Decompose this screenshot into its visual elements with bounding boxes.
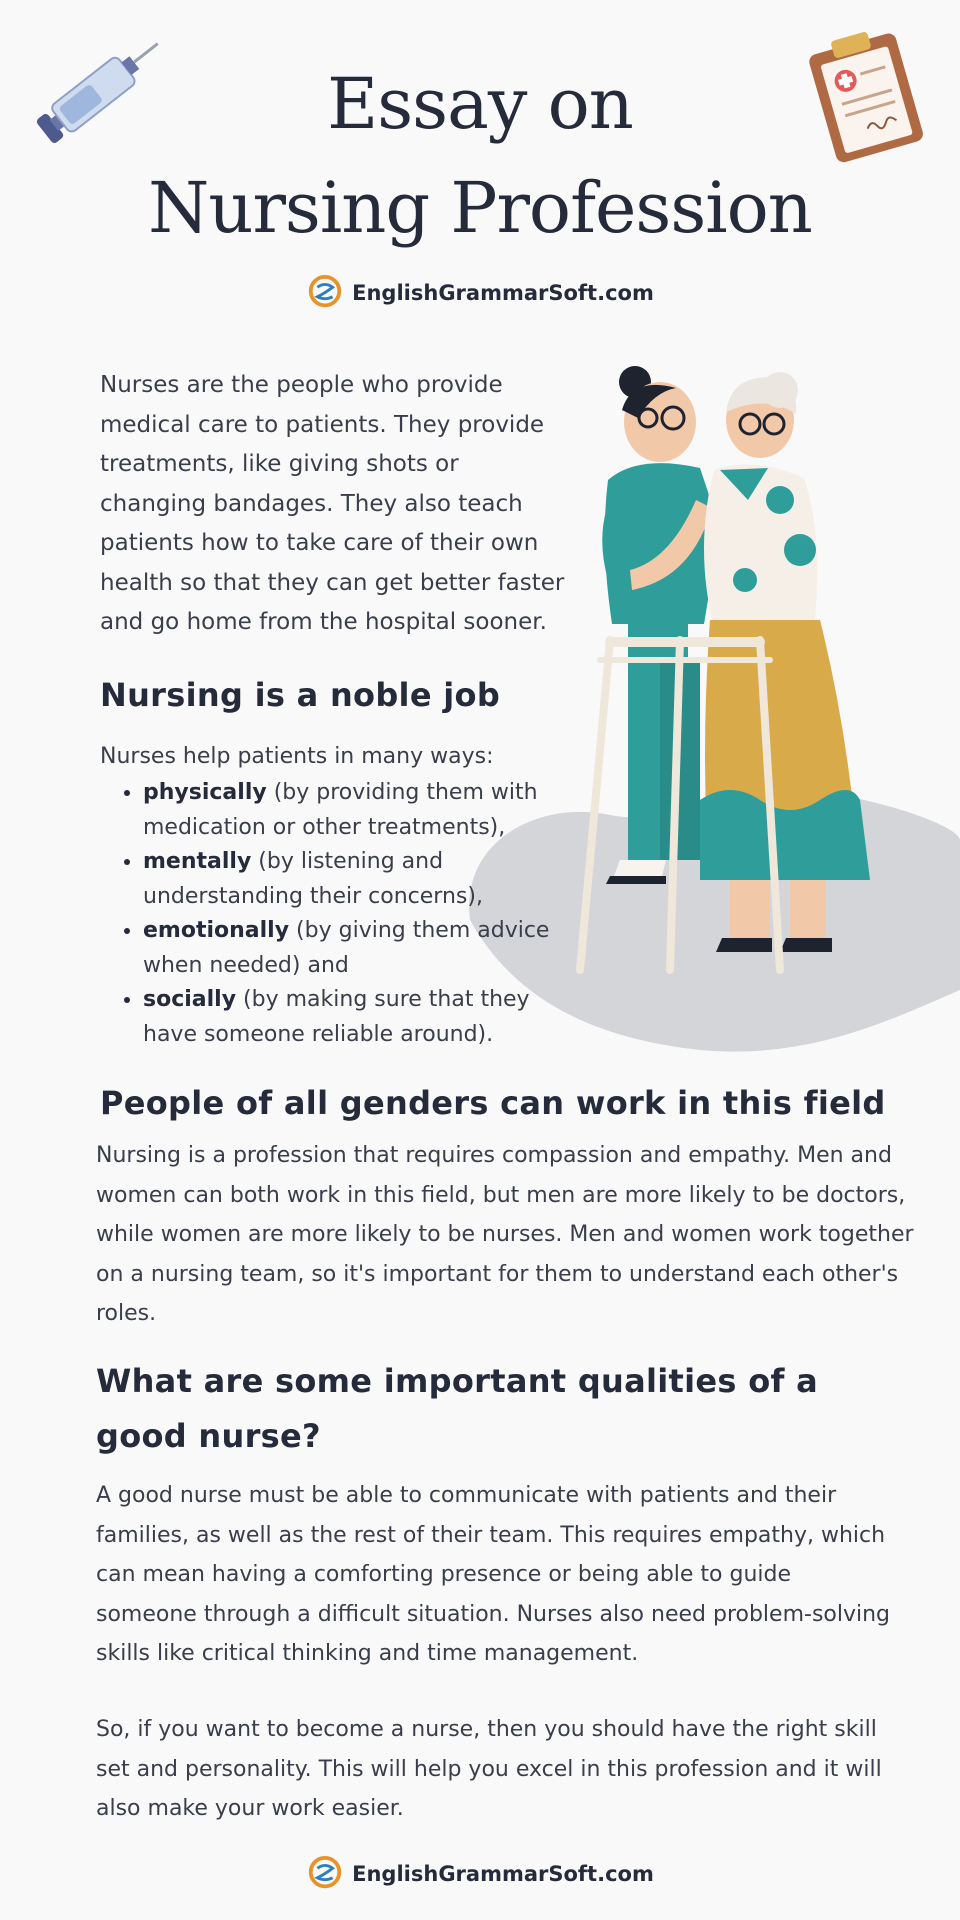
list-item-term: physically [143, 780, 267, 805]
list-item [143, 914, 583, 983]
list-item [143, 776, 583, 845]
intro-paragraph: Nurses are the people who provide medical care to patients. They provide treatments, like giving shots or changing bandages. They also teach patients how to take care of their own health so that they can get better faster and go home from the hospital sooner. [100, 372, 565, 635]
brand-logo-icon [306, 1855, 344, 1893]
section1-lead: Nurses help patients in many ways: [100, 744, 494, 769]
list-item-term: emotionally [143, 918, 290, 943]
brand-name: EnglishGrammarSoft.com [352, 281, 654, 305]
section3-heading: What are some important qualities of a good nurse? [96, 1362, 819, 1455]
list-item [143, 845, 583, 914]
title-line-2: Nursing Profession [148, 167, 812, 249]
section2-heading: People of all genders can work in this field [100, 1084, 886, 1122]
brand-footer [0, 1855, 960, 1893]
page-title [0, 52, 960, 260]
conclusion-paragraph: So, if you want to become a nurse, then you should have the right skill set and personality. This will help you excel in this profession and it will also make your work easier. [96, 1717, 882, 1821]
brand-header [0, 274, 960, 312]
list-item-text: (by making sure that they have someone reliable around). [143, 987, 530, 1047]
list-item-text: (by listening and understanding their concerns), [143, 849, 483, 909]
list-item-term: socially [143, 987, 237, 1012]
brand-name: EnglishGrammarSoft.com [352, 1862, 654, 1886]
section3-body: A good nurse must be able to communicate with patients and their families, as well as the rest of their team. This requires empathy, which can mean having a comforting presence or being able to guide someone through a difficult situation. Nurses also need problem-solving skills like critical thinking and time management. [96, 1483, 891, 1666]
ways-list [118, 776, 583, 1052]
section1-heading: Nursing is a noble job [100, 676, 501, 714]
title-line-1: Essay on [327, 63, 633, 145]
list-item-text: (by providing them with medication or other treatments), [143, 780, 538, 840]
list-item-text: (by giving them advice when needed) and [143, 918, 550, 978]
list-item-term: mentally [143, 849, 252, 874]
section2-body: Nursing is a profession that requires compassion and empathy. Men and women can both work in this field, but men are more likely to be doctors, while women are more likely to be nurses. Men and women work together on a nursing team, so it's important for them to understand each other's roles. [96, 1143, 914, 1326]
brand-logo-icon [306, 274, 344, 312]
list-item [143, 983, 583, 1052]
